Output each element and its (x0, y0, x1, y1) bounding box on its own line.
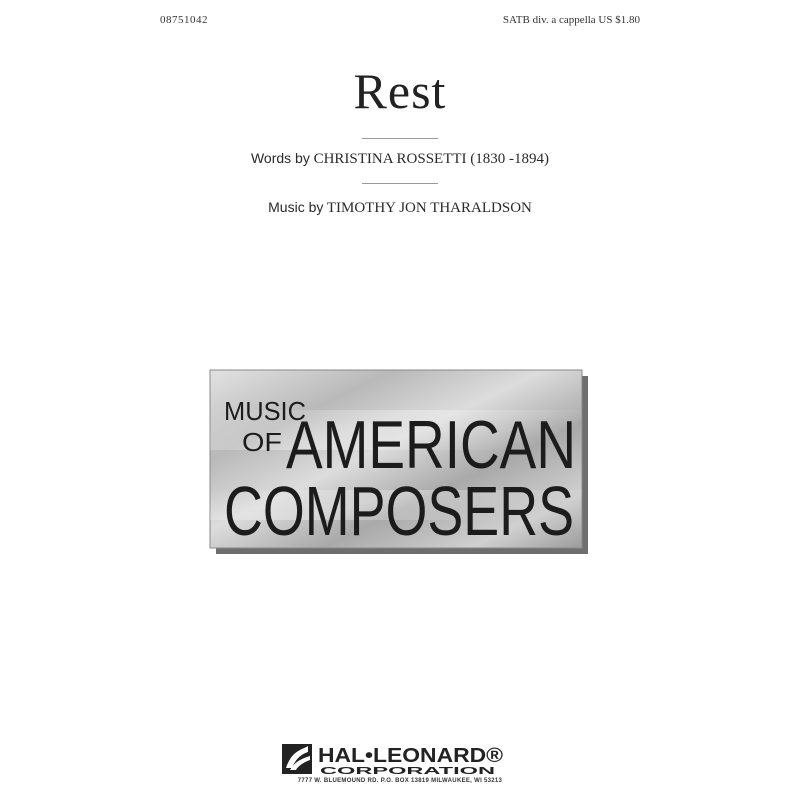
plaque-composers: COMPOSERS (224, 472, 574, 550)
music-credit (0, 199, 800, 217)
plaque-american: AMERICAN (286, 407, 576, 483)
catalog-number: 08751042 (160, 14, 208, 26)
music-prefix: Music by (268, 199, 324, 215)
divider-bottom (362, 183, 438, 184)
plaque-music: MUSIC (224, 396, 306, 426)
composer-name: TIMOTHY JON THARALDSON (326, 200, 532, 216)
publisher-corporation: CORPORATION (320, 766, 495, 777)
divider-top (362, 138, 438, 139)
lyricist-name: CHRISTINA ROSSETTI (1830 -1894) (313, 151, 550, 167)
hal-leonard-logo-icon (282, 744, 312, 774)
page-title: Rest (353, 63, 447, 119)
publisher-address: 7777 W. BLUEMOUND RD. P.O. BOX 13819 MILWAUKEE, WI 53213 (297, 778, 503, 784)
words-credit (0, 150, 800, 168)
publisher-name: HAL•LEONARD® (318, 745, 504, 767)
voicing-price: SATB div. a cappella US $1.80 (502, 14, 640, 26)
plaque-of: OF (242, 427, 282, 457)
words-prefix: Words by (250, 150, 310, 166)
series-plaque (210, 370, 592, 558)
